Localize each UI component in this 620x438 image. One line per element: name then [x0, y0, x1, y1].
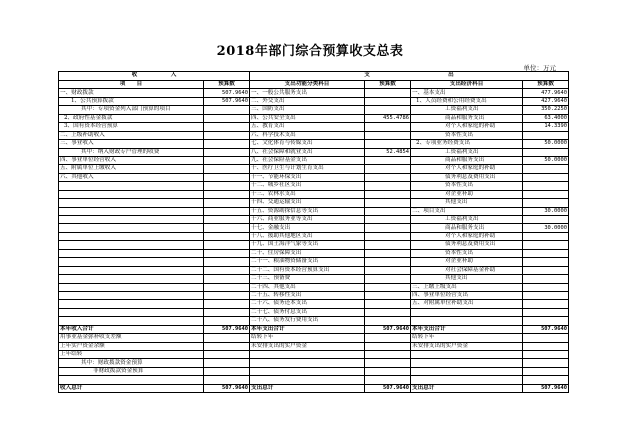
func-item-cell: 二十五、转移性支出 [250, 291, 365, 299]
income-item-cell: 五、附属单位上缴收入 [59, 165, 204, 173]
income-amount-cell [204, 216, 250, 224]
column-header-row [59, 81, 569, 89]
econ-amount-cell [523, 131, 569, 139]
econ-item-cell: 对个人和家庭的补助 [411, 123, 523, 131]
econ-item-cell: 资本性支出 [411, 182, 523, 190]
func-amount-cell [365, 291, 411, 299]
econ-amount-cell: 50.0000 [523, 156, 569, 164]
econ-item-cell: 商品和服务支出 [411, 224, 523, 232]
table-row [59, 376, 569, 384]
func-item-cell: 二十六、债务还本支出 [250, 300, 365, 308]
econ-amount-cell [523, 165, 569, 173]
econ-item-cell [411, 367, 523, 375]
income-item-cell: 上年实户资金余额 [59, 342, 204, 350]
econ-amount-cell: 477.9640 [523, 89, 569, 97]
func-item-cell: 二十八、债务发行费用支出 [250, 317, 365, 325]
func-amount-cell [365, 156, 411, 164]
func-amount-cell [365, 106, 411, 114]
income-amount-cell [204, 140, 250, 148]
econ-amount-cell [523, 291, 569, 299]
table-row [59, 342, 569, 350]
income-item-cell: 其中：专项资金列入部门预算的项目 [59, 106, 204, 114]
income-item-cell [59, 249, 204, 257]
func-amount-cell [365, 258, 411, 266]
table-row [59, 165, 569, 173]
func-amount-cell [365, 97, 411, 105]
table-row [59, 266, 569, 274]
func-item-cell: 未安排支出的实户资金 [250, 342, 365, 350]
econ-amount-cell [523, 334, 569, 342]
econ-item-cell: 债务利息及费用支出 [411, 173, 523, 181]
func-amount-cell [365, 165, 411, 173]
econ-item-cell: 对社会保障基金补助 [411, 266, 523, 274]
income-item-cell [59, 376, 204, 384]
income-amount-cell [204, 275, 250, 283]
table-row [59, 232, 569, 240]
income-total-amount: 507.9640 [204, 384, 250, 392]
income-total-label: 收入总计 [59, 384, 204, 392]
func-amount-cell [365, 249, 411, 257]
func-amount-cell [365, 376, 411, 384]
table-row [59, 300, 569, 308]
income-item-cell [59, 224, 204, 232]
econ-amount-cell: 30.0000 [523, 207, 569, 215]
income-amount-cell [204, 241, 250, 249]
func-amount-cell [365, 308, 411, 316]
func-amount-cell [365, 190, 411, 198]
table-row [59, 199, 569, 207]
income-item-cell [59, 207, 204, 215]
table-row [59, 216, 569, 224]
econ-item-cell: 债务利息及费用支出 [411, 241, 523, 249]
econ-amount-cell: 427.9640 [523, 97, 569, 105]
econ-amount-cell [523, 283, 569, 291]
econ-amount-cell [523, 190, 569, 198]
econ-item-cell: 结转下年 [411, 334, 523, 342]
table-row [59, 97, 569, 105]
table-row [59, 123, 569, 131]
econ-amount-cell [523, 351, 569, 359]
income-item-cell: 1、公共预算拨款 [59, 97, 204, 105]
econ-item-cell: 资本性支出 [411, 249, 523, 257]
income-item-cell [59, 266, 204, 274]
func-item-cell: 十、医疗卫生与计划生育支出 [250, 165, 365, 173]
income-item-cell [59, 291, 204, 299]
year-total-row [59, 325, 569, 333]
income-amount-cell [204, 308, 250, 316]
income-amount-cell [204, 190, 250, 198]
func-item-cell: 一、一般公共服务支出 [250, 89, 365, 97]
income-item-cell: 其中：纳入财政专户管理的收费 [59, 148, 204, 156]
col-func-header: 支出功能分类科目 [250, 81, 365, 89]
econ-item-cell: 资本性支出 [411, 131, 523, 139]
func-amount-cell [365, 207, 411, 215]
econ-amount-cell [523, 258, 569, 266]
income-amount-cell [204, 165, 250, 173]
income-amount-cell [204, 258, 250, 266]
table-row [59, 173, 569, 181]
func-item-cell: 九、社会保险基金支出 [250, 156, 365, 164]
econ-item-cell: 工资福利支出 [411, 216, 523, 224]
econ-amount-cell [523, 300, 569, 308]
func-item-cell: 二、外交支出 [250, 97, 365, 105]
income-amount-cell [204, 148, 250, 156]
table-row [59, 182, 569, 190]
func-amount-cell [365, 199, 411, 207]
econ-item-cell: 对个人和家庭的补助 [411, 232, 523, 240]
func-amount-cell [365, 89, 411, 97]
income-item-cell [59, 300, 204, 308]
func-item-cell: 八、社会保障和就业支出 [250, 148, 365, 156]
budget-table-body [59, 72, 569, 393]
income-item-cell: 二、上级补助收入 [59, 131, 204, 139]
func-item-cell: 二十七、债务付息支出 [250, 308, 365, 316]
func-item-cell: 二十一、粮油物资储备支出 [250, 258, 365, 266]
income-item-cell [59, 283, 204, 291]
econ-item-cell [411, 308, 523, 316]
func-item-cell: 五、教育支出 [250, 123, 365, 131]
func-total-label: 支出总计 [250, 384, 365, 392]
income-item-cell [59, 317, 204, 325]
econ-item-cell: 对企业补助 [411, 190, 523, 198]
func-item-cell: 三、国防支出 [250, 106, 365, 114]
income-total-amount: 507.9640 [204, 325, 250, 333]
func-item-cell: 十一、节能环保支出 [250, 173, 365, 181]
func-amount-cell [365, 216, 411, 224]
econ-total-label: 支出总计 [411, 384, 523, 392]
income-amount-cell [204, 156, 250, 164]
func-item-cell: 七、文化体育与传媒支出 [250, 140, 365, 148]
table-row [59, 334, 569, 342]
func-item-cell [250, 351, 365, 359]
table-row [59, 308, 569, 316]
econ-item-cell: 一、基本支出 [411, 89, 523, 97]
income-item-cell [59, 182, 204, 190]
col-budget-header: 预算数 [523, 81, 569, 89]
table-row [59, 317, 569, 325]
income-amount-cell [204, 123, 250, 131]
income-item-cell: 其中：财政拨款资金预算 [59, 359, 204, 367]
income-amount-cell [204, 232, 250, 240]
econ-item-cell: 其他支出 [411, 199, 523, 207]
econ-item-cell: 1、人员经费和公用经费支出 [411, 97, 523, 105]
income-item-cell [59, 308, 204, 316]
econ-item-cell: 未安排支出的实户资金 [411, 342, 523, 350]
income-item-cell: 2、政府性基金拨款 [59, 114, 204, 122]
table-row [59, 359, 569, 367]
econ-total-amount: 507.9640 [523, 325, 569, 333]
table-row [59, 367, 569, 375]
econ-amount-cell [523, 342, 569, 350]
func-item-cell: 十七、金融支出 [250, 224, 365, 232]
income-amount-cell [204, 317, 250, 325]
econ-item-cell: 五、对附属单位补助支出 [411, 300, 523, 308]
table-row [59, 283, 569, 291]
func-amount-cell: 52.4854 [365, 148, 411, 156]
econ-amount-cell [523, 266, 569, 274]
table-row [59, 114, 569, 122]
income-item-cell [59, 241, 204, 249]
func-item-cell: 十九、国土海洋气象等支出 [250, 241, 365, 249]
econ-amount-cell: 63.4000 [523, 114, 569, 122]
func-total-label: 本年支出合计 [250, 325, 365, 333]
econ-amount-cell [523, 376, 569, 384]
income-item-cell: 三、事业收入 [59, 140, 204, 148]
econ-amount-cell [523, 216, 569, 224]
income-item-cell: 一、财政拨款 [59, 89, 204, 97]
income-amount-cell [204, 199, 250, 207]
econ-amount-cell: 50.0000 [523, 140, 569, 148]
func-amount-cell [365, 123, 411, 131]
income-total-label: 本年收入合计 [59, 325, 204, 333]
econ-item-cell: 二、项目支出 [411, 207, 523, 215]
income-amount-cell [204, 291, 250, 299]
income-amount-cell [204, 300, 250, 308]
econ-amount-cell [523, 249, 569, 257]
econ-amount-cell: 350.2250 [523, 106, 569, 114]
income-item-cell [59, 258, 204, 266]
income-amount-cell [204, 334, 250, 342]
func-amount-cell [365, 367, 411, 375]
col-item-header: 项 目 [59, 81, 204, 89]
table-row [59, 140, 569, 148]
econ-item-cell [411, 317, 523, 325]
func-item-cell: 结转下年 [250, 334, 365, 342]
income-amount-cell [204, 114, 250, 122]
page-title: 2018年部门综合预算收支总表 [216, 44, 404, 59]
econ-item-cell: 四、事业单位经营支出 [411, 291, 523, 299]
func-amount-cell [365, 359, 411, 367]
econ-item-cell: 2、专项业务经费支出 [411, 140, 523, 148]
func-amount-cell [365, 140, 411, 148]
func-amount-cell [365, 351, 411, 359]
func-item-cell: 二十二、国有资本经营预算支出 [250, 266, 365, 274]
econ-item-cell: 工资福利支出 [411, 106, 523, 114]
table-row [59, 275, 569, 283]
func-item-cell: 十八、援助其他地区支出 [250, 232, 365, 240]
income-item-cell [59, 232, 204, 240]
func-amount-cell [365, 232, 411, 240]
income-amount-cell [204, 376, 250, 384]
col-budget-header: 预算数 [365, 81, 411, 89]
expense-group-header: 支 出 [250, 72, 569, 81]
econ-amount-cell [523, 173, 569, 181]
func-amount-cell [365, 342, 411, 350]
func-amount-cell [365, 334, 411, 342]
table-row [59, 241, 569, 249]
econ-item-cell: 商品和服务支出 [411, 156, 523, 164]
income-amount-cell [204, 342, 250, 350]
table-row [59, 156, 569, 164]
group-header-row [59, 72, 569, 81]
econ-amount-cell [523, 367, 569, 375]
econ-amount-cell [523, 148, 569, 156]
income-amount-cell: 507.9640 [204, 97, 250, 105]
econ-amount-cell: 30.0000 [523, 224, 569, 232]
func-item-cell: 十二、城乡社区支出 [250, 182, 365, 190]
table-row [59, 148, 569, 156]
func-item-cell: 二十四、其他支出 [250, 283, 365, 291]
func-amount-cell [365, 173, 411, 181]
income-item-cell: 上年结转 [59, 351, 204, 359]
func-item-cell: 六、科学技术支出 [250, 131, 365, 139]
econ-item-cell: 其他支出 [411, 275, 523, 283]
econ-item-cell: 工资福利支出 [411, 148, 523, 156]
func-total-amount: 507.9640 [365, 384, 411, 392]
func-amount-cell [365, 224, 411, 232]
income-amount-cell [204, 173, 250, 181]
func-amount-cell [365, 131, 411, 139]
table-row [59, 190, 569, 198]
func-amount-cell [365, 266, 411, 274]
econ-amount-cell [523, 308, 569, 316]
income-amount-cell [204, 249, 250, 257]
econ-total-label: 本年支出合计 [411, 325, 523, 333]
income-amount-cell [204, 367, 250, 375]
func-total-amount: 507.9640 [365, 325, 411, 333]
func-amount-cell [365, 317, 411, 325]
table-row [59, 106, 569, 114]
func-amount-cell [365, 283, 411, 291]
income-amount-cell [204, 182, 250, 190]
econ-item-cell [411, 376, 523, 384]
func-amount-cell [365, 182, 411, 190]
income-item-cell [59, 190, 204, 198]
table-row [59, 351, 569, 359]
income-amount-cell [204, 359, 250, 367]
func-item-cell: 十三、农林水支出 [250, 190, 365, 198]
table-row [59, 89, 569, 97]
econ-item-cell: 对企业补助 [411, 258, 523, 266]
econ-item-cell: 三、上缴上级支出 [411, 283, 523, 291]
func-amount-cell: 455.4786 [365, 114, 411, 122]
func-item-cell: 十五、资源勘探信息等支出 [250, 207, 365, 215]
func-item-cell: 二十三、预备费 [250, 275, 365, 283]
income-amount-cell [204, 351, 250, 359]
func-amount-cell [365, 300, 411, 308]
income-item-cell: 六、其他收入 [59, 173, 204, 181]
econ-item-cell: 对个人和家庭的补助 [411, 165, 523, 173]
income-item-cell: 用事业基金弥补收支差额 [59, 334, 204, 342]
func-item-cell: 四、公共安全支出 [250, 114, 365, 122]
table-row [59, 224, 569, 232]
income-item-cell: 四、事业单位经营收入 [59, 156, 204, 164]
func-item-cell [250, 376, 365, 384]
income-amount-cell [204, 224, 250, 232]
table-row [59, 207, 569, 215]
econ-total-amount: 507.9640 [523, 384, 569, 392]
unit-label: 单位：万元 [523, 64, 556, 72]
income-item-cell [59, 199, 204, 207]
econ-item-cell [411, 359, 523, 367]
income-group-header: 收 入 [59, 72, 250, 81]
econ-item-cell [411, 351, 523, 359]
income-item-cell: 非财政拨款资金预算 [59, 367, 204, 375]
func-item-cell: 十六、商业服务业等支出 [250, 216, 365, 224]
econ-amount-cell: 14.3390 [523, 123, 569, 131]
econ-amount-cell [523, 232, 569, 240]
func-item-cell: 十四、交通运输支出 [250, 199, 365, 207]
income-amount-cell [204, 131, 250, 139]
econ-amount-cell [523, 317, 569, 325]
econ-amount-cell [523, 359, 569, 367]
econ-amount-cell [523, 182, 569, 190]
col-budget-header: 预算数 [204, 81, 250, 89]
func-amount-cell [365, 275, 411, 283]
table-row [59, 131, 569, 139]
income-item-cell: 3、国有资本经营预算 [59, 123, 204, 131]
econ-amount-cell [523, 241, 569, 249]
income-amount-cell: 507.9640 [204, 89, 250, 97]
budget-table [58, 71, 569, 393]
func-item-cell: 二十、住房保障支出 [250, 249, 365, 257]
table-row [59, 291, 569, 299]
income-amount-cell [204, 266, 250, 274]
econ-item-cell: 商品和服务支出 [411, 114, 523, 122]
func-item-cell [250, 367, 365, 375]
col-econ-header: 支出经济科目 [411, 81, 523, 89]
grand-total-row [59, 384, 569, 392]
income-item-cell [59, 216, 204, 224]
func-item-cell [250, 359, 365, 367]
income-amount-cell [204, 207, 250, 215]
econ-amount-cell [523, 275, 569, 283]
func-amount-cell [365, 241, 411, 249]
income-amount-cell [204, 283, 250, 291]
econ-amount-cell [523, 199, 569, 207]
income-item-cell [59, 275, 204, 283]
table-row [59, 249, 569, 257]
table-row [59, 258, 569, 266]
income-amount-cell [204, 106, 250, 114]
